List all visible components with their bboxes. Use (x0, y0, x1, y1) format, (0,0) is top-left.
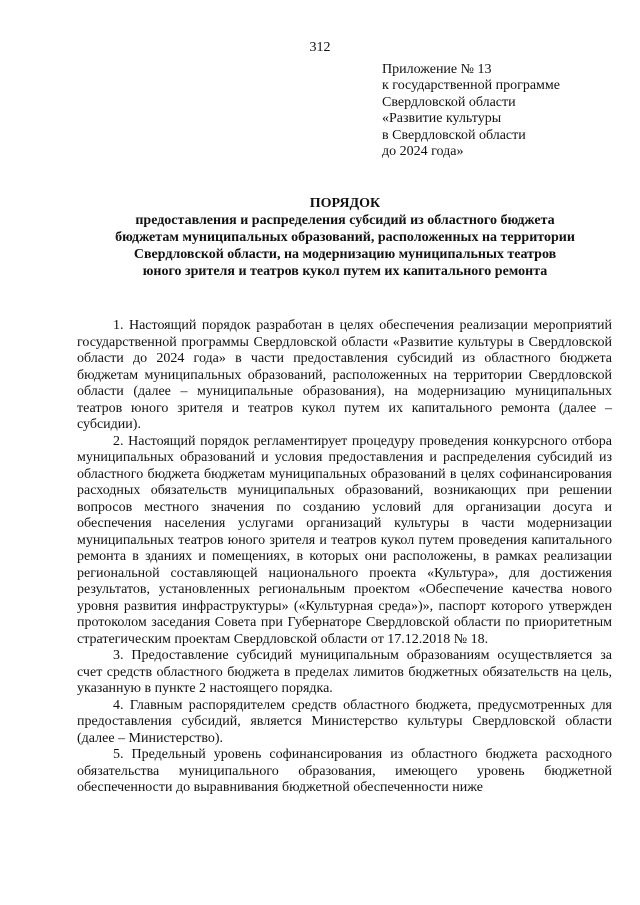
heading-line: бюджетам муниципальных образований, расположенных на территории (115, 230, 575, 245)
appendix-line: в Свердловской области (382, 127, 526, 143)
heading-line: юного зрителя и театров кукол путем их капитального ремонта (142, 264, 548, 279)
paragraph-1: 1. Настоящий порядок разработан в целях обеспечения реализации мероприятий государственной программы Свердловской области «Развитие культуры в Свердловской области до 2024 года» в части предоставления субсидий из областного бюджета бюджетам муниципальных образований, расположенных на территории Свердловской области (далее – муниципальные образования), на модернизацию муниципальных театров юного зрителя и театров кукол путем их капитального ремонта (далее – субсидии). (77, 318, 612, 432)
paragraph-5: 5. Предельный уровень софинансирования из областного бюджета расходного обязательства муниципального образования, имеющего уровень бюджетной обеспеченности до выравнивания бюджетной обеспеченности ниже (77, 747, 612, 795)
paragraph-4: 4. Главным распорядителем средств областного бюджета, предусмотренных для предоставления субсидий, является Министерство культуры Свердловской области (далее – Министерство). (77, 697, 612, 746)
heading-line: Свердловской области, на модернизацию муниципальных театров (133, 247, 557, 262)
document-title: ПОРЯДОК (309, 196, 381, 211)
appendix-line: «Развитие культуры (382, 111, 502, 127)
paragraph-2: 2. Настоящий порядок регламентирует процедуру проведения конкурсного отбора муниципальных образований и условия предоставления и распределения субсидий из областного бюджета бюджетам муниципальных образований в целях софинансирования расходных обязательств муниципальных образований, возникающих при решении вопросов местного значения по созданию условий для организации досуга и обеспечения населения услугами организаций культуры в части модернизации муниципальных театров юного зрителя и театров кукол путем проведения капитального ремонта в зданиях и помещениях, в которых они расположены, в рамках реализации региональной составляющей национального проекта «Культура», для достижения результатов, установленных региональным проектом «Обеспечение качества нового уровня развития инфраструктуры» («Культурная среда»)», паспорт которого утвержден протоколом заседания Совета при Губернаторе Свердловской области по приоритетным стратегическим проектам Свердловской области от 17.12.2018 № 18. (77, 433, 612, 647)
appendix-line: к государственной программе (382, 78, 560, 94)
appendix-line: до 2024 года» (382, 144, 464, 160)
document-heading (92, 195, 598, 280)
paragraph-3: 3. Предоставление субсидий муниципальным образованиям осуществляется за счет средств областного бюджета в пределах лимитов бюджетных обязательств на цель, указанную в пункте 2 настоящего порядка. (77, 648, 612, 696)
page-number: 312 (309, 40, 331, 55)
appendix-line: Свердловской области (382, 94, 516, 110)
document-body (77, 318, 612, 797)
heading-line: предоставления и распределения субсидий из областного бюджета (135, 213, 555, 228)
appendix-line: Приложение № 13 (382, 62, 492, 77)
appendix-block (382, 62, 622, 160)
